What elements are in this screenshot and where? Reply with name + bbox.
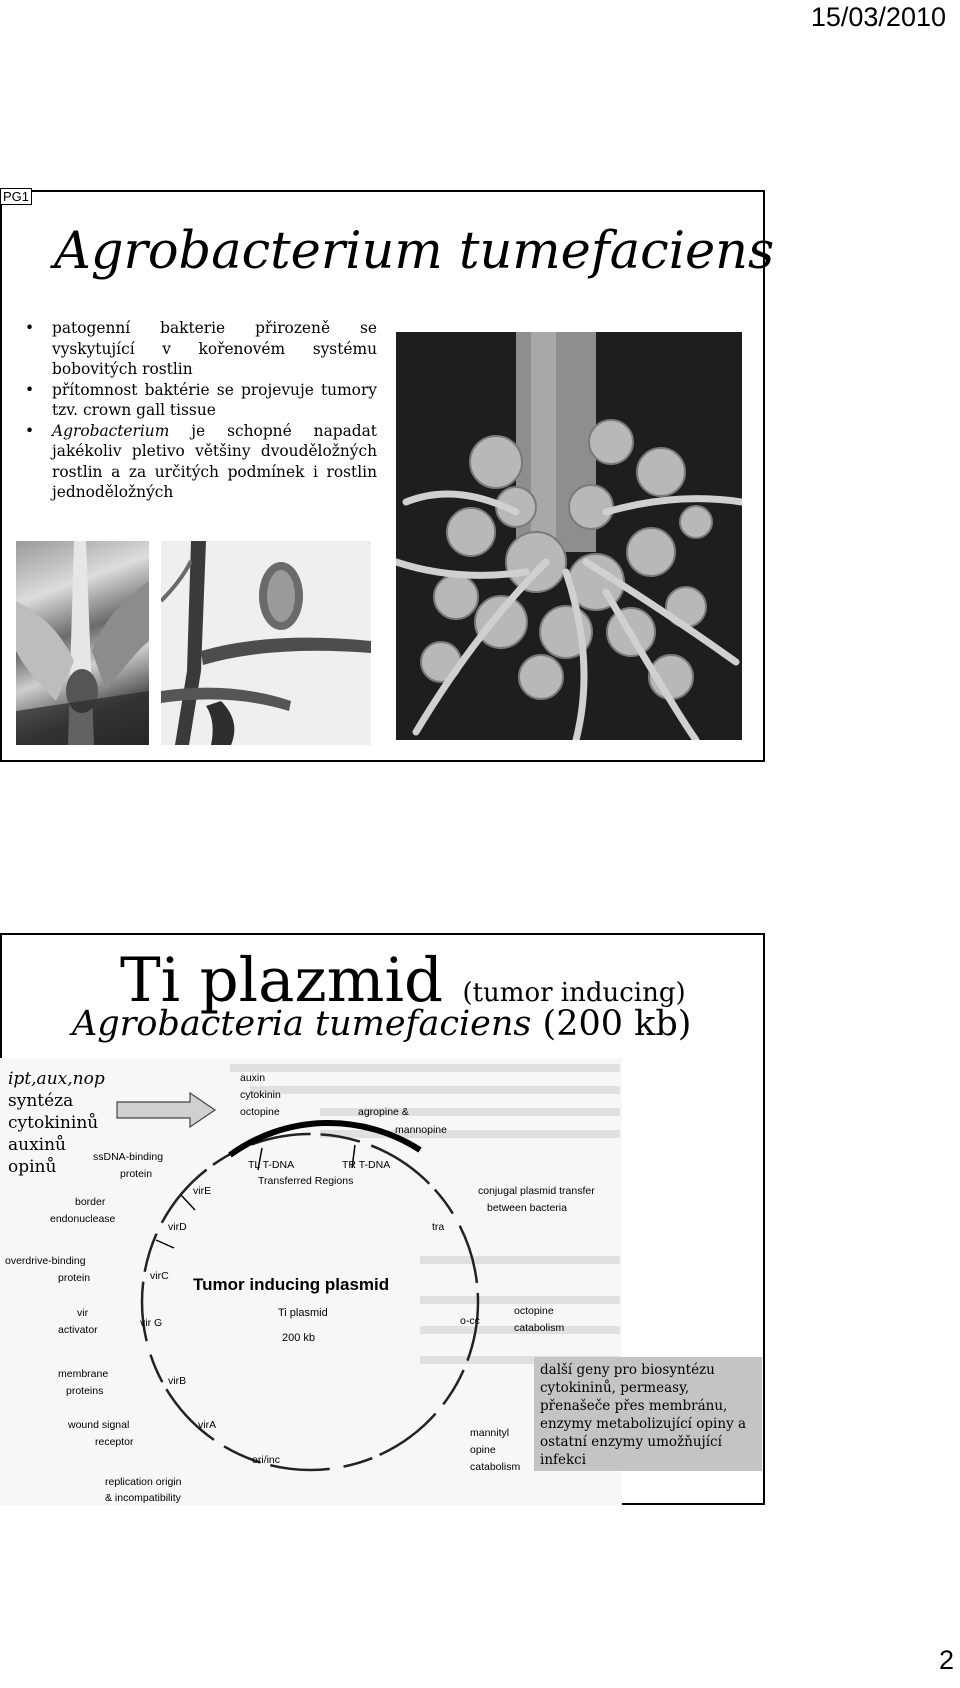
gene-names: ipt,aux,nop xyxy=(8,1069,105,1089)
diagram-label-virb: virB xyxy=(168,1375,187,1387)
date-header: 15/03/2010 xyxy=(810,2,946,32)
diagram-vir2: activator xyxy=(58,1324,98,1336)
diagram-auxin: auxin xyxy=(240,1072,266,1084)
gene-line: syntéza xyxy=(8,1091,74,1111)
slide2-title-main: Ti plazmid xyxy=(120,945,444,1016)
bullet-list xyxy=(25,318,377,503)
photo-stem-gall xyxy=(161,541,371,745)
diagram-label-vire: virE xyxy=(193,1185,212,1197)
diagram-label-virg: vir G xyxy=(140,1317,163,1329)
diagram-ssdna2: protein xyxy=(120,1168,153,1180)
diagram-label-vird: virD xyxy=(168,1221,187,1233)
gene-block xyxy=(8,1068,105,1178)
diagram-label-occ: o-cc xyxy=(460,1315,480,1327)
gene-line: cytokininů xyxy=(8,1113,99,1133)
diagram-agropine1: agropine & xyxy=(358,1106,409,1118)
diagram-label-tra: tra xyxy=(432,1221,445,1233)
diagram-label-tr: TR T-DNA xyxy=(342,1159,391,1171)
photo-stem-gall-art xyxy=(161,541,371,745)
gene-line: auxinů xyxy=(8,1135,67,1155)
diagram-center-sub1: Ti plasmid xyxy=(278,1307,328,1319)
diagram-overdrive2: protein xyxy=(58,1272,91,1284)
diagram-label-ori: ori/inc xyxy=(252,1454,281,1466)
bullet-italic: Agrobacterium xyxy=(52,421,170,440)
bullet-item xyxy=(25,421,377,503)
diagram-border2: endonuclease xyxy=(50,1213,116,1225)
diagram-center-title: Tumor inducing plasmid xyxy=(193,1275,390,1294)
diagram-octcat2: catabolism xyxy=(514,1322,565,1334)
diagram-label-virc: virC xyxy=(150,1270,169,1282)
diagram-label-transferred: Transferred Regions xyxy=(258,1175,354,1187)
diagram-ssdna1: ssDNA-binding xyxy=(93,1151,164,1163)
subtitle-rest: (200 kb) xyxy=(542,1004,692,1044)
diagram-cytokinin: cytokinin xyxy=(240,1089,281,1101)
diagram-border1: border xyxy=(75,1196,106,1208)
diagram-mannityl2: opine xyxy=(470,1444,496,1456)
diagram-label-tl: TL T-DNA xyxy=(248,1159,295,1171)
photo-root-galls xyxy=(396,332,742,740)
gene-line: opinů xyxy=(8,1157,57,1177)
diagram-wound2: receptor xyxy=(95,1436,134,1448)
photo-leaf-gall-art xyxy=(16,541,149,745)
diagram-repl2: & incompatibility xyxy=(105,1492,181,1504)
subtitle-italic: Agrobacteria tumefaciens xyxy=(72,1004,532,1044)
diagram-conj2: between bacteria xyxy=(487,1202,567,1214)
diagram-membrane2: proteins xyxy=(66,1385,104,1397)
diagram-vir1: vir xyxy=(77,1307,89,1319)
slide2-subtitle xyxy=(72,1004,691,1044)
diagram-conj1: conjugal plasmid transfer xyxy=(478,1185,595,1197)
page-number: 2 xyxy=(938,1645,954,1675)
slide1-title: Agrobacterium tumefaciens xyxy=(54,222,775,281)
slide2-title-note: (tumor inducing) xyxy=(462,978,686,1008)
page-tag: PG1 xyxy=(0,188,32,205)
other-genes-box: další geny pro biosyntézu cytokininů, permeasy, přenašeče přes membránu, enzymy metabolizující opiny a ostatní enzymy umožňující infekci xyxy=(534,1357,762,1471)
bullet-text: je schopné napadat jakékoliv pletivo většiny dvouděložných rostlin a za určitých podmínek i rostlin jednoděložných xyxy=(52,421,377,501)
diagram-overdrive1: overdrive-binding xyxy=(5,1255,86,1267)
diagram-center-sub2: 200 kb xyxy=(282,1332,316,1344)
photo-root-galls-art xyxy=(396,332,742,740)
diagram-mannityl1: mannityl xyxy=(470,1427,510,1439)
diagram-mannityl3: catabolism xyxy=(470,1461,521,1473)
diagram-agropine2: mannopine xyxy=(395,1124,447,1136)
diagram-membrane1: membrane xyxy=(58,1368,109,1380)
bullet-item: • patogenní bakterie přirozeně se vyskytující v kořenovém systému bobovitých rostlin xyxy=(25,318,377,380)
photo-leaf-gall xyxy=(16,541,149,745)
bullet-item: • přítomnost baktérie se projevuje tumory tzv. crown gall tissue xyxy=(25,380,377,421)
diagram-label-vira: virA xyxy=(198,1419,217,1431)
diagram-octopine: octopine xyxy=(240,1106,280,1118)
diagram-octcat1: octopine xyxy=(514,1305,554,1317)
diagram-wound1: wound signal xyxy=(68,1419,130,1431)
diagram-repl1: replication origin xyxy=(105,1476,182,1488)
